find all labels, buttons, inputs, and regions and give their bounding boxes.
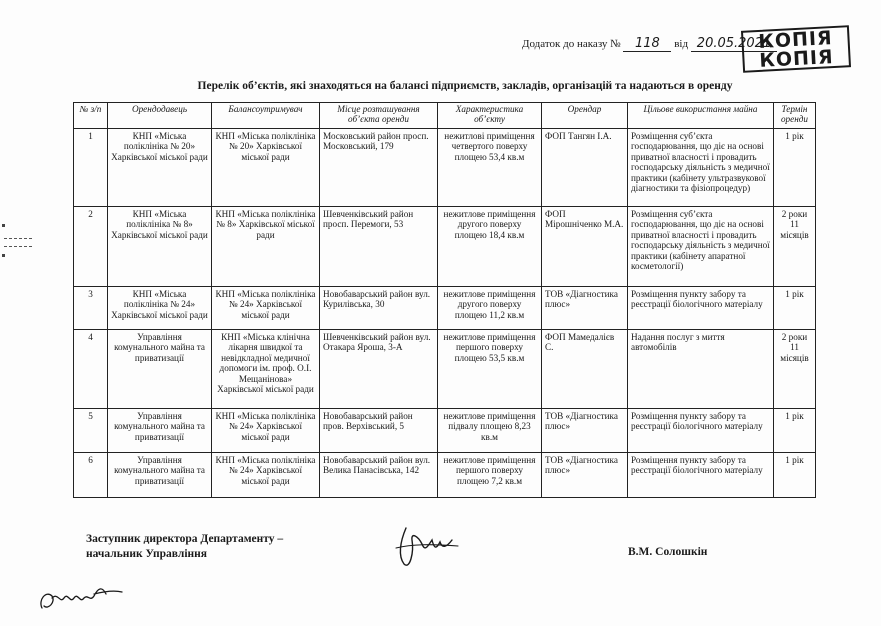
cell-holder: КНП «Міська поліклініка № 20» Харківської міської ради bbox=[212, 129, 320, 207]
cell-purpose: Розміщення пункту забору та реєстрації біологічного матеріалу bbox=[628, 453, 774, 498]
cell-holder: КНП «Міська поліклініка № 8» Харківської міської ради bbox=[212, 207, 320, 287]
cell-num: 4 bbox=[74, 330, 108, 409]
scan-margin-dot bbox=[2, 224, 5, 227]
cell-term: 1 рік bbox=[774, 129, 816, 207]
cell-characteristic: нежитлове приміщення підвалу площею 8,23 кв.м bbox=[438, 409, 542, 453]
header-purpose: Цільове використання майна bbox=[628, 103, 774, 129]
header-characteristic: Характеристика об’єкту bbox=[438, 103, 542, 129]
cell-location: Московський район просп. Московський, 179 bbox=[320, 129, 438, 207]
header-term: Термін оренди bbox=[774, 103, 816, 129]
stamp-line-1: КОПІЯ bbox=[757, 27, 834, 53]
cell-num: 1 bbox=[74, 129, 108, 207]
table-row bbox=[74, 129, 816, 207]
cell-term: 2 роки 11 місяців bbox=[774, 330, 816, 409]
document-title: Перелік об’єктів, які знаходяться на балансі підприємств, закладів, організацій та надаються в оренду bbox=[197, 80, 733, 92]
cell-lessor: Управління комунального майна та приватизації bbox=[108, 330, 212, 409]
cell-purpose: Розміщення суб’єкта господарювання, що діє на основі приватної власності і провадить господарську діяльність з медичної практики (кабінету апаратної косметології) bbox=[628, 207, 774, 287]
scan-margin-mark bbox=[4, 246, 32, 247]
cell-holder: КНП «Міська поліклініка № 24» Харківської міської ради bbox=[212, 453, 320, 498]
cell-term: 1 рік bbox=[774, 409, 816, 453]
cell-lessor: КНП «Міська поліклініка № 20» Харківської міської ради bbox=[108, 129, 212, 207]
table-row bbox=[74, 453, 816, 498]
cell-location: Шевченківський район вул. Отакара Яроша, 3-А bbox=[320, 330, 438, 409]
signatory-role bbox=[86, 532, 283, 562]
copy-stamp bbox=[741, 25, 851, 73]
cell-location: Новобаварський район пров. Верхівський, 5 bbox=[320, 409, 438, 453]
date-prefix: від bbox=[674, 38, 689, 50]
table-header-row bbox=[74, 103, 816, 129]
appendix-prefix: Додаток до наказу № bbox=[522, 38, 621, 50]
stamp-line-2: КОПІЯ bbox=[758, 46, 835, 72]
cell-tenant: ТОВ «Діагностика плюс» bbox=[542, 453, 628, 498]
cell-tenant: ФОП Мірошніченко М.А. bbox=[542, 207, 628, 287]
cell-lessor: Управління комунального майна та приватизації bbox=[108, 409, 212, 453]
cell-num: 2 bbox=[74, 207, 108, 287]
cell-characteristic: нежитлове приміщення другого поверху площею 11,2 кв.м bbox=[438, 287, 542, 330]
table-row bbox=[74, 207, 816, 287]
header-tenant: Орендар bbox=[542, 103, 628, 129]
signatory-role-line-2: начальник Управління bbox=[86, 548, 207, 560]
cell-num: 3 bbox=[74, 287, 108, 330]
handwritten-initials bbox=[36, 582, 126, 614]
header-location: Місце розташування об’єкта оренди bbox=[320, 103, 438, 129]
cell-purpose: Надання послуг з миття автомобілів bbox=[628, 330, 774, 409]
cell-characteristic: нежитлове приміщення другого поверху площею 18,4 кв.м bbox=[438, 207, 542, 287]
header-lessor: Орендодавець bbox=[108, 103, 212, 129]
cell-holder: КНП «Міська поліклініка № 24» Харківської міської ради bbox=[212, 287, 320, 330]
cell-location: Новобаварський район вул. Велика Панасівська, 142 bbox=[320, 453, 438, 498]
cell-holder: КНП «Міська клінічна лікарня швидкої та невідкладної медичної допомоги ім. проф. О.І. Мещанінова» Харківської міської ради bbox=[212, 330, 320, 409]
cell-purpose: Розміщення пункту забору та реєстрації біологічного матеріалу bbox=[628, 287, 774, 330]
header-holder: Балансоутримувач bbox=[212, 103, 320, 129]
cell-lessor: Управління комунального майна та приватизації bbox=[108, 453, 212, 498]
cell-lessor: КНП «Міська поліклініка № 24» Харківської міської ради bbox=[108, 287, 212, 330]
cell-tenant: ТОВ «Діагностика плюс» bbox=[542, 409, 628, 453]
signatory-name: В.М. Солошкін bbox=[628, 546, 708, 558]
scan-margin-dot bbox=[2, 254, 5, 257]
cell-purpose: Розміщення суб’єкта господарювання, що діє на основі приватної власності і провадить господарську діяльність з медичної практики (кабінету ультразвукової діагностики та фізіопроцедур) bbox=[628, 129, 774, 207]
table-row bbox=[74, 287, 816, 330]
cell-characteristic: нежитлові приміщення четвертого поверху площею 53,4 кв.м bbox=[438, 129, 542, 207]
table-row bbox=[74, 330, 816, 409]
cell-location: Новобаварський район вул. Курилівська, 30 bbox=[320, 287, 438, 330]
cell-purpose: Розміщення пункту забору та реєстрації біологічного матеріалу bbox=[628, 409, 774, 453]
cell-term: 1 рік bbox=[774, 453, 816, 498]
table-row bbox=[74, 409, 816, 453]
cell-tenant: ТОВ «Діагностика плюс» bbox=[542, 287, 628, 330]
handwritten-signature bbox=[392, 522, 462, 572]
objects-table bbox=[73, 102, 816, 498]
cell-characteristic: нежитлове приміщення першого поверху площею 7,2 кв.м bbox=[438, 453, 542, 498]
order-number: 118 bbox=[623, 36, 671, 52]
cell-location: Шевченківський район просп. Перемоги, 53 bbox=[320, 207, 438, 287]
cell-term: 2 роки 11 місяців bbox=[774, 207, 816, 287]
header-num: № з/п bbox=[74, 103, 108, 129]
cell-term: 1 рік bbox=[774, 287, 816, 330]
cell-tenant: ФОП Тангян І.А. bbox=[542, 129, 628, 207]
order-date: 20.05.2021 bbox=[691, 36, 777, 52]
scan-margin-mark bbox=[4, 238, 32, 239]
cell-characteristic: нежитлове приміщення першого поверху площею 53,5 кв.м bbox=[438, 330, 542, 409]
cell-tenant: ФОП Мамедалієв С. bbox=[542, 330, 628, 409]
cell-lessor: КНП «Міська поліклініка № 8» Харківської міської ради bbox=[108, 207, 212, 287]
cell-holder: КНП «Міська поліклініка № 24» Харківської міської ради bbox=[212, 409, 320, 453]
cell-num: 6 bbox=[74, 453, 108, 498]
signatory-role-line-1: Заступник директора Департаменту – bbox=[86, 533, 284, 545]
cell-num: 5 bbox=[74, 409, 108, 453]
